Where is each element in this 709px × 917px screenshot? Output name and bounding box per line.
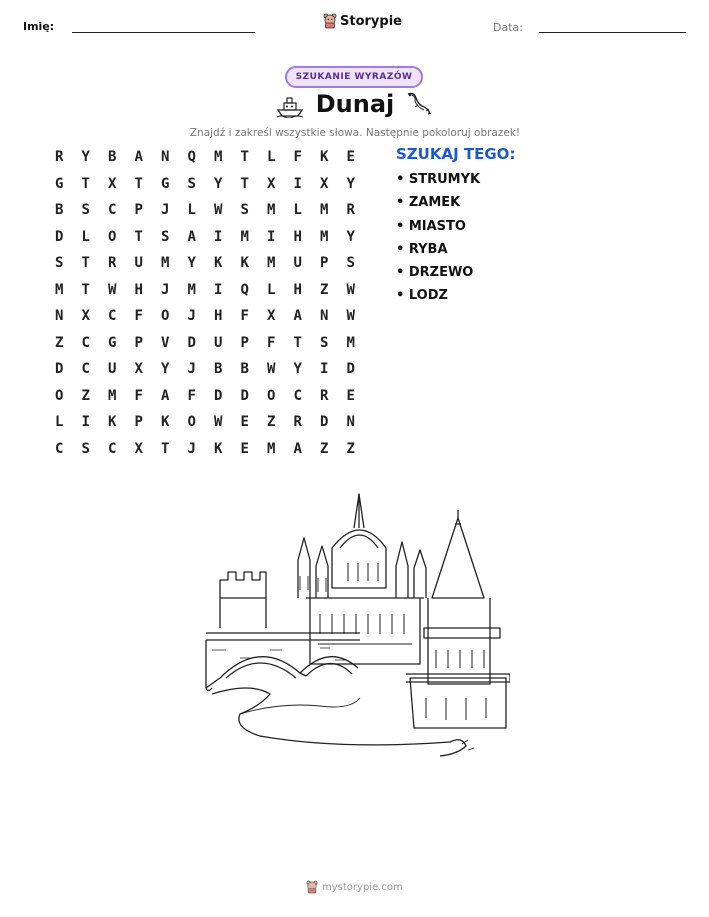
grid-cell[interactable]: Z [55, 334, 64, 351]
grid-cell[interactable]: L [293, 202, 302, 218]
grid-cell[interactable]: E [346, 387, 355, 404]
name-label: Imię: [23, 20, 55, 33]
grid-cell[interactable]: J [187, 440, 196, 457]
grid-cell[interactable]: M [55, 281, 64, 298]
grid-cell[interactable]: X [108, 175, 117, 192]
grid-cell[interactable]: T [161, 440, 170, 457]
grid-cell[interactable]: P [240, 334, 249, 351]
grid-cell[interactable]: Z [320, 440, 329, 457]
grid-row [46, 307, 364, 334]
grid-cell[interactable]: Q [187, 149, 196, 165]
grid-row [46, 334, 364, 361]
grid-cell[interactable]: Z [320, 281, 329, 298]
grid-cell[interactable]: W [214, 202, 223, 218]
grid-cell[interactable]: D [55, 361, 64, 377]
grid-cell[interactable]: M [320, 202, 329, 218]
grid-cell[interactable]: M [108, 387, 117, 404]
grid-cell[interactable]: I [214, 281, 223, 298]
grid-cell[interactable]: H [214, 308, 223, 324]
grid-cell[interactable]: J [187, 308, 196, 324]
grid-cell[interactable]: Z [81, 387, 90, 404]
grid-cell[interactable]: E [240, 414, 249, 430]
grid-cell[interactable]: W [214, 414, 223, 430]
letter-grid[interactable] [46, 148, 364, 466]
grid-cell[interactable]: M [346, 334, 355, 351]
grid-cell[interactable]: M [267, 440, 276, 457]
grid-cell[interactable]: U [293, 255, 302, 271]
grid-cell[interactable]: M [267, 202, 276, 218]
brand-logo [323, 13, 402, 29]
grid-row [46, 228, 364, 255]
grid-cell[interactable]: F [134, 387, 143, 404]
grid-cell[interactable]: T [81, 255, 90, 271]
grid-cell[interactable]: N [346, 414, 355, 430]
word-list-item: • LODZ [396, 288, 448, 304]
grid-cell[interactable]: A [187, 228, 196, 245]
grid-cell[interactable]: X [267, 308, 276, 324]
grid-cell[interactable]: N [55, 308, 64, 324]
grid-cell[interactable]: I [293, 175, 302, 192]
grid-cell[interactable]: J [187, 361, 196, 377]
grid-cell[interactable]: S [161, 228, 170, 245]
grid-cell[interactable]: F [187, 387, 196, 404]
grid-cell[interactable]: H [293, 281, 302, 298]
grid-cell[interactable]: X [134, 361, 143, 377]
castle-bridge-coloring-illustration [200, 488, 510, 760]
grid-cell[interactable]: X [320, 175, 329, 192]
grid-cell[interactable]: L [55, 414, 64, 430]
grid-cell[interactable]: P [320, 255, 329, 271]
word-list-item: • ZAMEK [396, 195, 461, 211]
grid-cell[interactable]: F [293, 149, 302, 165]
grid-cell[interactable]: U [214, 334, 223, 351]
grid-cell[interactable]: I [320, 361, 329, 377]
grid-cell[interactable]: W [108, 281, 117, 298]
grid-cell[interactable]: S [240, 202, 249, 218]
brand-name: Storypie [340, 13, 402, 29]
grid-cell[interactable]: U [108, 361, 117, 377]
grid-cell[interactable]: U [134, 255, 143, 271]
grid-cell[interactable]: H [134, 281, 143, 298]
grid-cell[interactable]: S [55, 255, 64, 271]
word-list-item: • MIASTO [396, 218, 466, 234]
grid-cell[interactable]: J [161, 202, 170, 218]
grid-cell[interactable]: E [240, 440, 249, 457]
grid-cell[interactable]: T [81, 175, 90, 192]
grid-cell[interactable]: Z [267, 414, 276, 430]
grid-cell[interactable]: O [267, 387, 276, 404]
grid-row [46, 360, 364, 387]
grid-cell[interactable]: N [320, 308, 329, 324]
grid-cell[interactable]: V [161, 334, 170, 351]
grid-cell[interactable]: M [187, 281, 196, 298]
grid-cell[interactable]: R [55, 149, 64, 165]
grid-cell[interactable]: O [161, 308, 170, 324]
grid-row [46, 387, 364, 414]
grid-cell[interactable]: S [81, 202, 90, 218]
grid-cell[interactable]: W [267, 361, 276, 377]
grid-cell[interactable]: C [108, 308, 117, 324]
grid-cell[interactable]: P [134, 202, 143, 218]
grid-row [46, 281, 364, 308]
puzzle-type-badge: SZUKANIE WYRAZÓW [285, 66, 423, 88]
grid-cell[interactable]: Y [187, 255, 196, 271]
footer-url[interactable]: mystorypie.com [322, 881, 403, 893]
grid-cell[interactable]: G [108, 334, 117, 351]
grid-cell[interactable]: F [240, 308, 249, 324]
grid-cell[interactable]: X [81, 308, 90, 324]
grid-cell[interactable]: W [346, 308, 355, 324]
footer [306, 880, 403, 894]
grid-cell[interactable]: F [267, 334, 276, 351]
grid-cell[interactable]: O [187, 414, 196, 430]
grid-cell[interactable]: M [320, 228, 329, 245]
grid-cell[interactable]: K [161, 414, 170, 430]
word-list-item: • RYBA [396, 241, 448, 257]
grid-cell[interactable]: P [134, 414, 143, 430]
grid-cell[interactable]: N [161, 149, 170, 165]
date-label: Data: [493, 21, 523, 34]
grid-cell[interactable]: K [108, 414, 117, 430]
grid-cell[interactable]: Y [346, 228, 355, 245]
grid-cell[interactable]: R [108, 255, 117, 271]
grid-cell[interactable]: R [320, 387, 329, 404]
grid-cell[interactable]: L [187, 202, 196, 218]
grid-cell[interactable]: K [320, 149, 329, 165]
grid-cell[interactable]: W [346, 281, 355, 298]
grid-cell[interactable]: C [55, 440, 64, 457]
grid-cell[interactable]: C [293, 387, 302, 404]
grid-cell[interactable]: I [267, 228, 276, 245]
grid-cell[interactable]: B [108, 149, 117, 165]
grid-cell[interactable]: G [161, 175, 170, 192]
grid-cell[interactable]: B [240, 361, 249, 377]
date-line[interactable] [539, 32, 686, 33]
grid-cell[interactable]: A [293, 440, 302, 457]
grid-cell[interactable]: S [320, 334, 329, 351]
grid-cell[interactable]: O [55, 387, 64, 404]
grid-cell[interactable]: M [214, 149, 223, 165]
grid-cell[interactable]: T [134, 175, 143, 192]
grid-row [46, 201, 364, 228]
grid-cell[interactable]: D [187, 334, 196, 351]
bear-mascot-icon [306, 880, 318, 894]
grid-cell[interactable]: L [267, 149, 276, 165]
grid-cell[interactable]: D [346, 361, 355, 377]
grid-cell[interactable]: Y [81, 149, 90, 165]
grid-cell[interactable]: A [161, 387, 170, 404]
grid-cell[interactable]: D [320, 414, 329, 430]
instructions: Znajdź i zakreśl wszystkie słowa. Następnie pokoloruj obrazek! [189, 127, 521, 139]
grid-cell[interactable]: M [240, 228, 249, 245]
word-list-item: • STRUMYK [396, 172, 481, 187]
grid-cell[interactable]: C [81, 361, 90, 377]
grid-cell[interactable]: R [346, 202, 355, 218]
grid-cell[interactable]: O [108, 228, 117, 245]
grid-cell[interactable]: S [187, 175, 196, 192]
word-list-title: SZUKAJ TEGO: [396, 145, 516, 163]
grid-cell[interactable]: D [55, 228, 64, 245]
grid-cell[interactable]: D [240, 387, 249, 404]
page-title: Dunaj [315, 90, 395, 118]
grid-cell[interactable]: Q [240, 281, 249, 298]
word-list-item: • DRZEWO [396, 265, 474, 281]
grid-cell[interactable]: S [81, 440, 90, 457]
grid-cell[interactable]: K [240, 255, 249, 271]
grid-cell[interactable]: L [267, 281, 276, 298]
grid-cell[interactable]: M [161, 255, 170, 271]
grid-cell[interactable]: Y [293, 361, 302, 377]
grid-cell[interactable]: G [55, 175, 64, 192]
grid-cell[interactable]: I [81, 414, 90, 430]
grid-cell[interactable]: Y [214, 175, 223, 192]
grid-cell[interactable]: T [293, 334, 302, 351]
grid-cell[interactable]: K [214, 255, 223, 271]
grid-cell[interactable]: J [161, 281, 170, 298]
grid-cell[interactable]: T [240, 175, 249, 192]
grid-cell[interactable]: A [293, 308, 302, 324]
grid-cell[interactable]: P [134, 334, 143, 351]
grid-cell[interactable]: Z [346, 440, 355, 457]
grid-cell[interactable]: X [267, 175, 276, 192]
grid-cell[interactable]: R [293, 414, 302, 430]
grid-cell[interactable]: I [214, 228, 223, 245]
grid-cell[interactable]: Y [161, 361, 170, 377]
grid-cell[interactable]: B [214, 361, 223, 377]
grid-cell[interactable]: Y [346, 175, 355, 192]
grid-cell[interactable]: B [55, 202, 64, 218]
grid-cell[interactable]: D [214, 387, 223, 404]
grid-cell[interactable]: L [81, 228, 90, 245]
grid-row [46, 254, 364, 281]
grid-row [46, 413, 364, 440]
grid-cell[interactable]: F [134, 308, 143, 324]
grid-cell[interactable]: M [267, 255, 276, 271]
grid-row [46, 440, 364, 467]
name-line[interactable] [72, 32, 255, 33]
grid-cell[interactable]: K [214, 440, 223, 457]
word-list [396, 172, 480, 312]
grid-cell[interactable]: S [346, 255, 355, 271]
grid-cell[interactable]: C [108, 440, 117, 457]
grid-cell[interactable]: T [240, 149, 249, 165]
grid-cell[interactable]: E [346, 149, 355, 165]
river-creature-icon [404, 91, 434, 119]
grid-cell[interactable]: T [134, 228, 143, 245]
grid-row [46, 175, 364, 202]
bear-mascot-icon [323, 13, 337, 29]
grid-cell[interactable]: A [134, 149, 143, 165]
grid-cell[interactable]: C [81, 334, 90, 351]
grid-cell[interactable]: T [81, 281, 90, 298]
grid-cell[interactable]: C [108, 202, 117, 218]
grid-cell[interactable]: H [293, 228, 302, 245]
grid-row [46, 148, 364, 175]
grid-cell[interactable]: X [134, 440, 143, 457]
